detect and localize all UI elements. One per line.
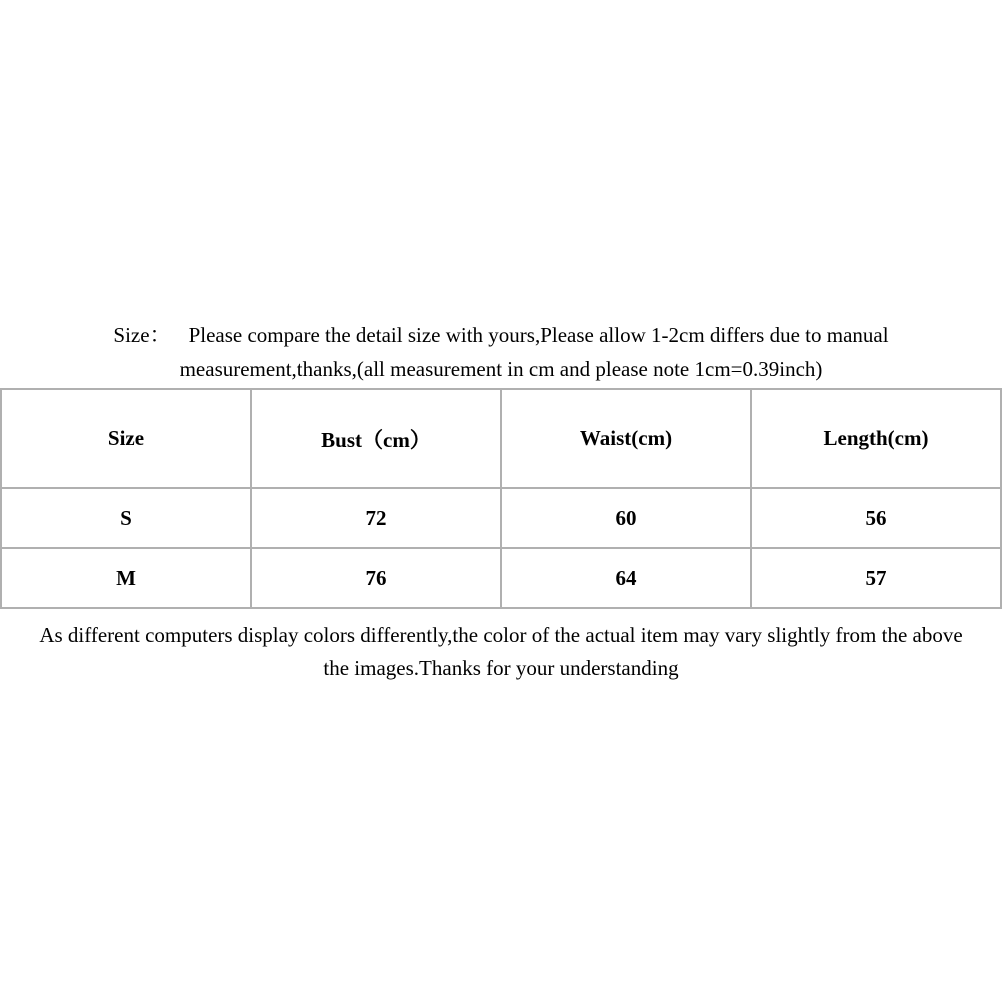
cell-m-length: 57 xyxy=(751,548,1001,608)
color-disclaimer-line-1: As different computers display colors differently,the color of the actual item may vary slightly from the above xyxy=(39,623,963,647)
cell-s-length: 56 xyxy=(751,488,1001,548)
cell-s-waist: 60 xyxy=(501,488,751,548)
column-header-size: Size xyxy=(1,389,251,488)
size-notice-line-2: measurement,thanks,(all measurement in cm and please note 1cm=0.39inch) xyxy=(179,357,823,381)
cell-m-waist: 64 xyxy=(501,548,751,608)
cell-m-size: M xyxy=(1,548,251,608)
column-header-bust: Bust（cm） xyxy=(251,389,501,488)
size-chart-header xyxy=(1,389,1001,488)
cell-m-bust: 76 xyxy=(251,548,501,608)
color-disclaimer xyxy=(0,619,1002,685)
column-header-length: Length(cm) xyxy=(751,389,1001,488)
size-chart-header-row xyxy=(1,389,1001,488)
color-disclaimer-line-2: the images.Thanks for your understanding xyxy=(323,656,679,680)
cell-s-size: S xyxy=(1,488,251,548)
size-notice-line-1 xyxy=(0,318,1002,352)
cell-s-bust: 72 xyxy=(251,488,501,548)
size-chart-body xyxy=(1,488,1001,608)
table-row-size-s xyxy=(1,488,1001,548)
table-row-size-m xyxy=(1,548,1001,608)
size-notice-label: Size： xyxy=(113,323,171,347)
size-notice-line-1-text: Please compare the detail size with yours,Please allow 1-2cm differs due to manual xyxy=(188,323,889,347)
column-header-waist: Waist(cm) xyxy=(501,389,751,488)
size-chart-table xyxy=(0,388,1002,609)
size-notice xyxy=(0,318,1002,386)
